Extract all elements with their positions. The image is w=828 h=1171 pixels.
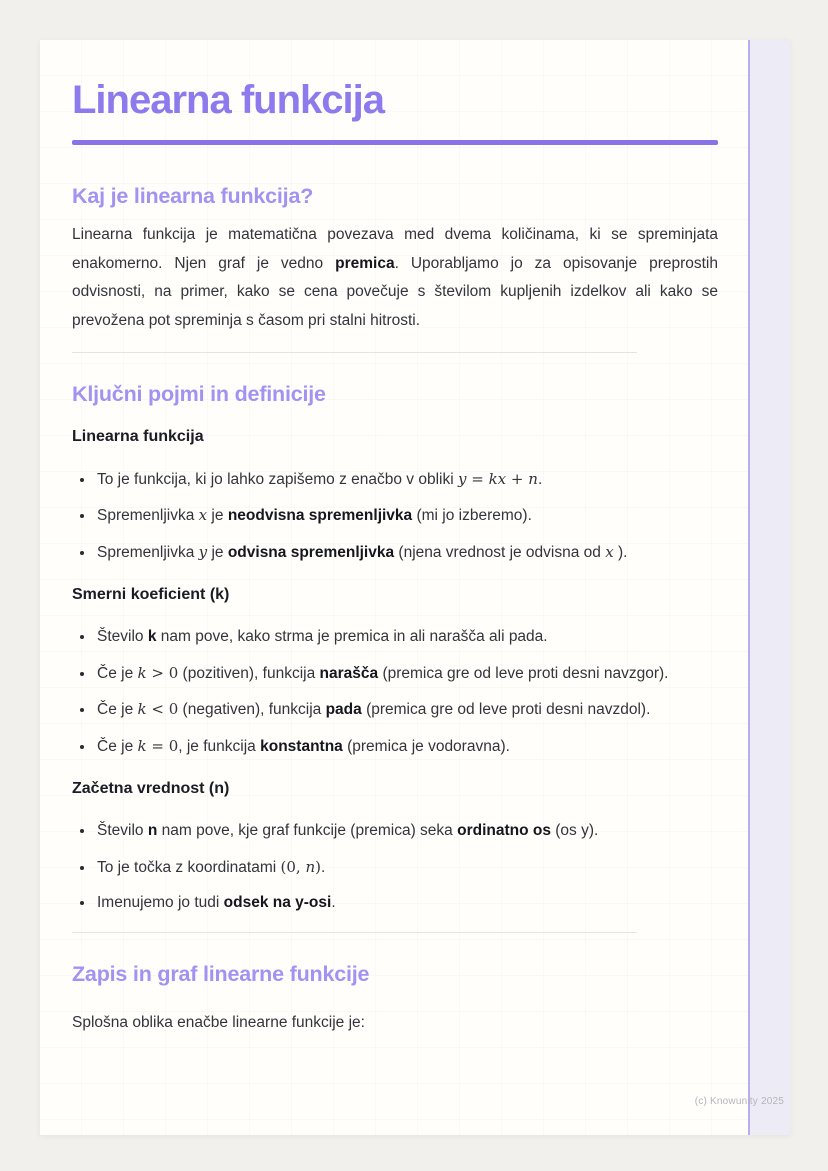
text: To je funkcija, ki jo lahko zapišemo z enačbo v obliki: [97, 470, 458, 488]
text: (pozitiven), funkcija: [178, 664, 320, 682]
text: (njena vrednost je odvisna od: [394, 543, 606, 561]
text: . Uporabljamo jo za opisovanje preprostih odvisnosti, na primer, kako se cena povečuje s številom kupljenih izdelkov ali kako se prevožena pot spreminja s časom pri stalni hitrosti.: [72, 254, 718, 330]
text: .: [537, 470, 543, 488]
list-item: [95, 625, 718, 650]
text: Spremenljivka: [97, 543, 199, 561]
text: (premica je vodoravna).: [342, 737, 510, 755]
list-item: [95, 467, 718, 493]
bullet-list-linearna-funkcija: [72, 467, 718, 566]
list-item: [95, 540, 718, 566]
text: ).: [613, 543, 628, 561]
bold-text: odsek na y-osi: [223, 894, 332, 912]
text: Spremenljivka: [97, 507, 199, 525]
math-text: k: [137, 663, 147, 682]
math-text: > 0: [146, 663, 179, 682]
math-text: n: [528, 469, 538, 488]
text: To je točka z koordinatami: [97, 858, 281, 876]
bullet-list-smerni-koeficient: [72, 625, 718, 759]
closing-paragraph: [72, 1011, 718, 1035]
title-underline: [72, 140, 718, 145]
text: je: [207, 543, 228, 561]
section-heading-zapis-graf: Zapis in graf linearne funkcije: [72, 961, 370, 986]
text: Če je: [97, 664, 138, 682]
section-divider-1: [72, 352, 637, 353]
list-item: [95, 891, 718, 916]
math-text: < 0: [146, 700, 179, 719]
page-content: [40, 40, 718, 1035]
math-text: x: [605, 542, 614, 561]
math-text: kx: [488, 469, 507, 488]
bold-text: n: [147, 822, 158, 840]
text: je: [207, 507, 228, 525]
subheading-linearna-funkcija: Linearna funkcija: [72, 427, 204, 445]
text: (premica gre od leve proti desni navzgor).: [378, 664, 669, 682]
bold-text: konstantna: [260, 737, 343, 755]
document-page: [40, 40, 790, 1135]
page-right-strip: [748, 40, 790, 1135]
text: Linearna funkcija je matematična povezava med dvema količinama, ki se spreminjata enakomerno. Njen graf je vedno: [72, 226, 718, 272]
list-item: [95, 819, 718, 844]
list-item: [95, 661, 718, 687]
section-divider-2: [72, 932, 637, 933]
section-heading-what-is: Kaj je linearna funkcija?: [72, 184, 314, 208]
text: (premica gre od leve proti desni navzdol).: [361, 701, 651, 719]
text: nam pove, kje graf funkcije (premica) seka: [157, 822, 458, 840]
math-text: x: [198, 506, 208, 525]
text: Splošna oblika enačbe linearne funkcije je:: [72, 1013, 365, 1031]
math-text: (0,: [280, 857, 306, 876]
list-item: [95, 503, 718, 529]
list-item: [95, 697, 718, 723]
subheading-smerni-koeficient: Smerni koeficient (k): [72, 586, 230, 604]
list-item: [95, 855, 718, 881]
text: (negativen), funkcija: [178, 701, 326, 719]
text: Če je: [97, 737, 138, 755]
text: Število: [97, 628, 148, 646]
math-text: ): [315, 857, 321, 876]
page-title: Linearna funkcija: [72, 78, 384, 122]
math-text: =: [466, 469, 489, 488]
intro-paragraph: [72, 221, 718, 336]
bold-text: narašča: [319, 664, 379, 682]
bold-text: pada: [325, 701, 362, 719]
math-text: y: [198, 542, 208, 561]
list-item: [95, 734, 718, 760]
watermark: (c) Knowunity 2025: [694, 1096, 784, 1107]
text: Če je: [97, 701, 138, 719]
math-text: +: [506, 469, 529, 488]
math-text: k: [137, 736, 147, 755]
bold-text: ordinatno os: [457, 822, 551, 840]
text: .: [331, 894, 336, 912]
section-heading-key-terms: Ključni pojmi in definicije: [72, 381, 326, 406]
math-text: n: [305, 857, 316, 876]
text: (mi jo izberemo).: [412, 507, 532, 525]
bold-text: k: [147, 628, 157, 646]
text: Imenujemo jo tudi: [97, 894, 224, 912]
bold-text: odvisna spremenljivka: [227, 543, 395, 561]
bold-text: neodvisna spremenljivka: [227, 507, 413, 525]
text: (os y).: [550, 822, 599, 840]
text: , je funkcija: [178, 737, 261, 755]
subheading-zacetna-vrednost: Začetna vrednost (n): [72, 780, 230, 798]
text: nam pove, kako strma je premica in ali narašča ali pada.: [156, 628, 548, 646]
text: .: [320, 858, 326, 876]
math-text: y: [458, 469, 467, 488]
text: Število: [97, 822, 148, 840]
bold-text: premica: [335, 254, 395, 272]
math-text: = 0: [146, 736, 179, 755]
bullet-list-zacetna-vrednost: [72, 819, 718, 916]
math-text: k: [137, 700, 147, 719]
